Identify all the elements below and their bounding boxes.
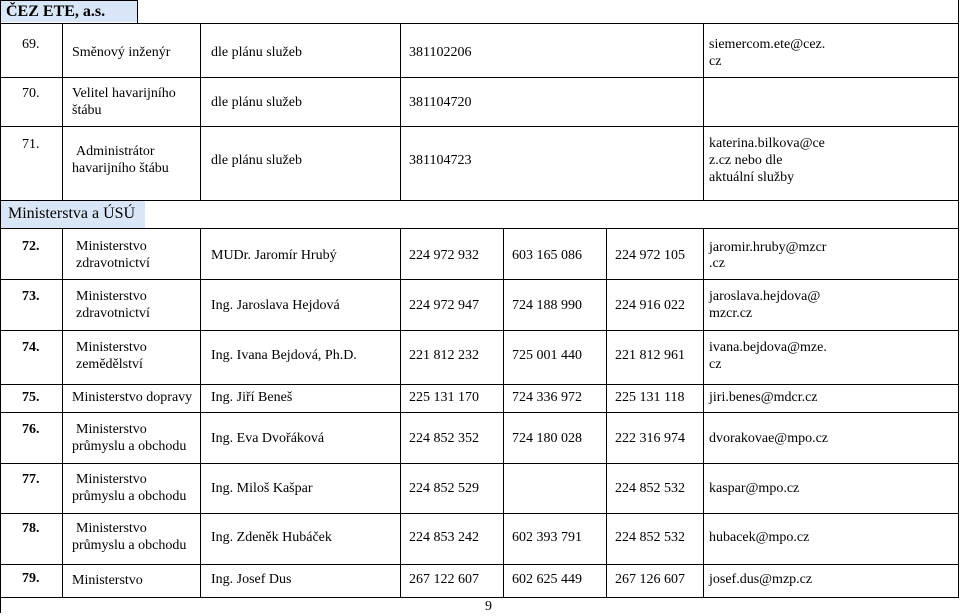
section-title: Ministerstva a ÚSÚ bbox=[8, 205, 136, 222]
org-cell: průmyslu a obchodu bbox=[72, 489, 187, 504]
row-rule bbox=[0, 228, 959, 229]
row-number: 78. bbox=[22, 521, 40, 536]
person-cell: dle plánu služeb bbox=[211, 95, 302, 110]
org-cell: Ministerstvo bbox=[76, 239, 147, 254]
row-number: 73. bbox=[22, 289, 40, 304]
title-cell-divider bbox=[137, 0, 138, 23]
phone-cell: 225 131 118 bbox=[615, 390, 685, 405]
row-rule bbox=[0, 463, 959, 464]
row-number: 75. bbox=[22, 390, 40, 405]
row-number: 70. bbox=[22, 86, 40, 101]
org-cell: Ministerstvo bbox=[76, 289, 147, 304]
org-cell: zdravotnictví bbox=[76, 256, 150, 271]
email-cell: mzcr.cz bbox=[709, 306, 753, 321]
person-cell: dle plánu služeb bbox=[211, 153, 302, 168]
email-cell: siemercom.ete@cez. bbox=[709, 37, 826, 52]
row-number: 77. bbox=[22, 472, 40, 487]
email-cell: cz bbox=[709, 357, 722, 372]
email-cell: dvorakovae@mpo.cz bbox=[709, 431, 829, 446]
row-rule bbox=[0, 330, 959, 331]
phone-cell: 724 180 028 bbox=[512, 431, 582, 446]
page-number: 9 bbox=[485, 599, 492, 614]
person-cell: Ing. Jaroslava Hejdová bbox=[211, 298, 340, 313]
org-cell: Ministerstvo bbox=[76, 521, 147, 536]
phone-cell: 224 852 532 bbox=[615, 481, 685, 496]
org-cell: Ministerstvo bbox=[76, 472, 147, 487]
phone-cell: 222 316 974 bbox=[615, 431, 685, 446]
person-cell: Ing. Jiří Beneš bbox=[211, 390, 293, 405]
row-rule bbox=[0, 513, 959, 514]
phone-cell: 224 972 947 bbox=[409, 298, 479, 313]
phone-cell: 381104723 bbox=[409, 153, 472, 168]
role-cell: Směnový inženýr bbox=[72, 45, 171, 60]
role-cell: Velitel havarijního bbox=[72, 86, 176, 101]
person-cell: Ing. Miloš Kašpar bbox=[211, 481, 313, 496]
phone-cell: 224 916 022 bbox=[615, 298, 685, 313]
person-cell: Ing. Josef Dus bbox=[211, 572, 292, 587]
page-title: ČEZ ETE, a.s. bbox=[6, 3, 106, 20]
col-rule bbox=[703, 228, 704, 598]
email-cell: kaspar@mpo.cz bbox=[709, 481, 800, 496]
phone-cell: 602 625 449 bbox=[512, 572, 582, 587]
person-cell: Ing. Ivana Bejdová, Ph.D. bbox=[211, 348, 357, 363]
org-cell: Ministerstvo dopravy bbox=[72, 390, 193, 405]
row-number: 76. bbox=[22, 422, 40, 437]
phone-cell: 267 126 607 bbox=[615, 572, 685, 587]
row-rule bbox=[0, 279, 959, 280]
phone-cell: 221 812 961 bbox=[615, 348, 685, 363]
org-cell: zdravotnictví bbox=[76, 306, 150, 321]
col-rule bbox=[200, 23, 201, 201]
title-cell-rule bbox=[0, 23, 959, 24]
phone-cell: 724 336 972 bbox=[512, 390, 582, 405]
phone-cell: 224 972 932 bbox=[409, 248, 479, 263]
role-cell: havarijního štábu bbox=[72, 161, 169, 176]
email-cell: jaromir.hruby@mzcr bbox=[709, 240, 827, 255]
phone-cell: 221 812 232 bbox=[409, 348, 479, 363]
email-cell: jiri.benes@mdcr.cz bbox=[709, 390, 818, 405]
col-rule bbox=[400, 228, 401, 598]
org-cell: Ministerstvo bbox=[76, 340, 147, 355]
row-number: 69. bbox=[22, 37, 40, 52]
row-rule bbox=[0, 200, 959, 201]
org-cell: průmyslu a obchodu bbox=[72, 538, 187, 553]
phone-cell: 381104720 bbox=[409, 95, 472, 110]
org-cell: Ministerstvo bbox=[72, 573, 143, 588]
person-cell: MUDr. Jaromír Hrubý bbox=[211, 248, 337, 263]
person-cell: Ing. Zdeněk Hubáček bbox=[211, 530, 332, 545]
phone-cell: 225 131 170 bbox=[409, 390, 479, 405]
org-cell: zemědělství bbox=[76, 357, 143, 372]
col-rule bbox=[703, 23, 704, 201]
person-cell: dle plánu služeb bbox=[211, 45, 302, 60]
col-rule bbox=[400, 23, 401, 201]
phone-cell: 224 972 105 bbox=[615, 248, 685, 263]
row-number: 79. bbox=[22, 571, 40, 586]
phone-cell: 224 852 532 bbox=[615, 530, 685, 545]
row-number: 72. bbox=[22, 239, 40, 254]
phone-cell: 724 188 990 bbox=[512, 298, 582, 313]
col-rule bbox=[62, 228, 63, 598]
email-cell: aktuální služby bbox=[709, 170, 795, 185]
table-border-left bbox=[0, 0, 1, 613]
table-border-right bbox=[958, 0, 959, 598]
phone-cell: 224 852 529 bbox=[409, 481, 479, 496]
email-cell: jaroslava.hejdova@ bbox=[709, 289, 821, 304]
row-rule bbox=[0, 564, 959, 565]
row-rule bbox=[0, 597, 959, 598]
phone-cell: 603 165 086 bbox=[512, 248, 582, 263]
email-cell: ivana.bejdova@mze. bbox=[709, 340, 827, 355]
role-cell: štábu bbox=[72, 103, 102, 118]
row-rule bbox=[0, 126, 959, 127]
phone-cell: 224 852 352 bbox=[409, 431, 479, 446]
email-cell: z.cz nebo dle bbox=[709, 153, 783, 168]
email-cell: hubacek@mpo.cz bbox=[709, 530, 810, 545]
table-border-top bbox=[0, 0, 138, 1]
email-cell: josef.dus@mzp.cz bbox=[709, 572, 813, 587]
email-cell: cz bbox=[709, 54, 722, 69]
row-number: 71. bbox=[22, 137, 40, 152]
phone-cell: 725 001 440 bbox=[512, 348, 582, 363]
org-cell: Ministerstvo bbox=[76, 422, 147, 437]
phone-cell: 381102206 bbox=[409, 45, 472, 60]
row-rule bbox=[0, 412, 959, 413]
row-rule bbox=[0, 384, 959, 385]
role-cell: Administrátor bbox=[76, 144, 155, 159]
row-number: 74. bbox=[22, 340, 40, 355]
col-rule bbox=[503, 228, 504, 598]
col-rule bbox=[200, 228, 201, 598]
phone-cell: 602 393 791 bbox=[512, 530, 582, 545]
phone-cell: 224 853 242 bbox=[409, 530, 479, 545]
email-cell: .cz bbox=[709, 256, 725, 271]
col-rule bbox=[62, 23, 63, 201]
phone-cell: 267 122 607 bbox=[409, 572, 479, 587]
person-cell: Ing. Eva Dvořáková bbox=[211, 431, 325, 446]
col-rule bbox=[606, 228, 607, 598]
row-rule bbox=[0, 77, 959, 78]
org-cell: průmyslu a obchodu bbox=[72, 439, 187, 454]
email-cell: katerina.bilkova@ce bbox=[709, 136, 825, 151]
